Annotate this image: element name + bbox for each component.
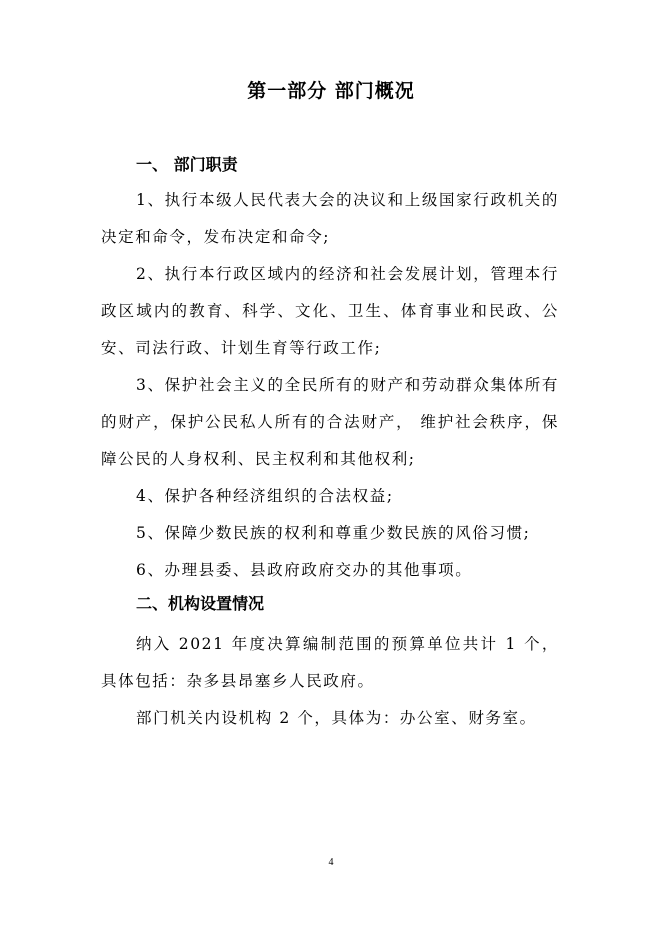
structure-paragraph-1: 纳入 2021 年度决算编制范围的预算单位共计 1 个，具体包括：杂多县昂塞乡人民政府。: [101, 635, 559, 690]
page-number: 4: [328, 857, 334, 868]
duty-item-1: 1、执行本级人民代表大会的决议和上级国家行政机关的决定和命令，发布决定和命令;: [101, 191, 559, 246]
section-heading-structure: 二、机构设置情况: [136, 594, 265, 613]
structure-paragraph-2: 部门机关内设机构 2 个，具体为：办公室、财务室。: [136, 709, 537, 727]
duty-item-4: 4、保护各种经济组织的合法权益;: [136, 487, 394, 505]
duty-item-6: 6、办理县委、县政府政府交办的其他事项。: [136, 561, 473, 579]
duty-item-5: 5、保障少数民族的权利和尊重少数民族的风俗习惯;: [136, 524, 531, 542]
page-title: 第一部分 部门概况: [247, 80, 415, 102]
section-heading-duties: 一、 部门职责: [136, 155, 238, 174]
duty-item-2: 2、执行本行政区域内的经济和社会发展计划，管理本行政区域内的教育、科学、文化、卫生、体育事业和民政、公安、司法行政、计划生育等行政工作;: [101, 265, 559, 357]
duty-item-3: 3、保护社会主义的全民所有的财产和劳动群众集体所有的财产，保护公民私人所有的合法财产， 维护社会秩序，保障公民的人身权利、民主权利和其他权利;: [101, 376, 559, 468]
